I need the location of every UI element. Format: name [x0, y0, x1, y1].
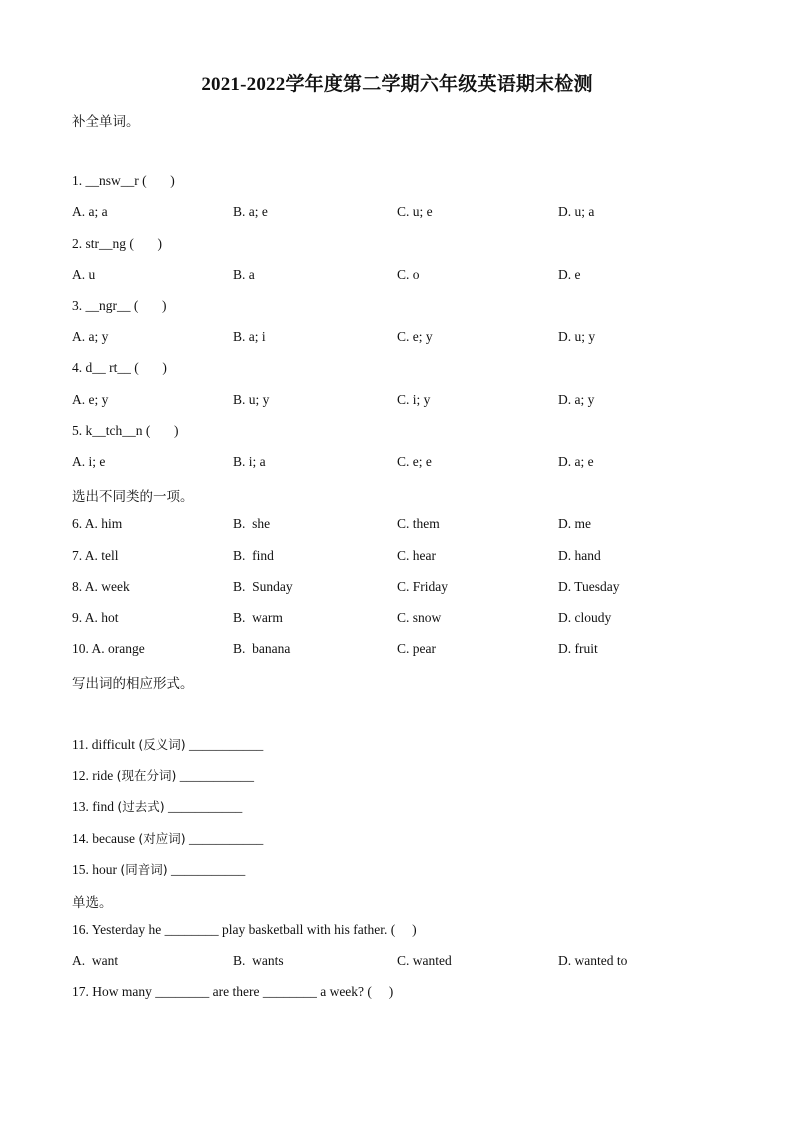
question-4-options [72, 392, 752, 410]
question-13 [72, 797, 242, 815]
question-9 [72, 610, 752, 628]
option-a: 9. A. hot [72, 610, 119, 625]
question-hint: (同音词) [120, 862, 168, 877]
option-b: B. Sunday [233, 579, 293, 594]
option-b: B. warm [233, 610, 283, 625]
question-5-options [72, 454, 752, 472]
option-a: 7. A. tell [72, 548, 119, 563]
option-a: A. a; a [72, 204, 108, 219]
question-7 [72, 548, 752, 566]
option-a: A. e; y [72, 392, 109, 407]
question-12 [72, 766, 254, 784]
option-b: B. a; i [233, 329, 266, 344]
option-d: D. fruit [558, 641, 598, 656]
question-word: 13. find [72, 799, 118, 814]
option-b: B. a; e [233, 204, 268, 219]
question-3: 3. __ngr__ ( ) [72, 298, 167, 313]
answer-blank: ___________ [167, 862, 246, 877]
option-c: C. e; e [397, 454, 432, 469]
option-b: B. banana [233, 641, 291, 656]
option-d: D. hand [558, 548, 601, 563]
section-heading-odd-one-out: 选出不同类的一项。 [72, 489, 194, 505]
option-b: B. a [233, 267, 255, 282]
option-c: C. o [397, 267, 420, 282]
option-d: D. cloudy [558, 610, 612, 625]
option-d: D. wanted to [558, 953, 628, 968]
page-title: 2021-2022学年度第二学期六年级英语期末检测 [201, 74, 593, 95]
option-d: D. Tuesday [558, 579, 620, 594]
option-a: A. u [72, 267, 96, 282]
option-a: 8. A. week [72, 579, 130, 594]
question-6 [72, 516, 752, 534]
question-hint: (反义词) [138, 737, 186, 752]
question-11 [72, 735, 263, 753]
question-16-options [72, 953, 752, 971]
question-2-options [72, 267, 752, 285]
option-d: D. a; e [558, 454, 594, 469]
question-8 [72, 579, 752, 597]
option-a: A. i; e [72, 454, 106, 469]
option-c: C. e; y [397, 329, 433, 344]
question-word: 14. because [72, 831, 139, 846]
question-5: 5. k__tch__n ( ) [72, 423, 179, 438]
option-c: C. Friday [397, 579, 449, 594]
option-c: C. pear [397, 641, 436, 656]
option-a: 10. A. orange [72, 641, 145, 656]
option-c: C. u; e [397, 204, 433, 219]
question-15 [72, 860, 245, 878]
option-a: A. a; y [72, 329, 109, 344]
option-a: 6. A. him [72, 516, 123, 531]
question-14 [72, 829, 263, 847]
option-c: C. wanted [397, 953, 452, 968]
question-10 [72, 641, 752, 659]
option-c: C. hear [397, 548, 436, 563]
question-word: 11. difficult [72, 737, 139, 752]
option-b: B. i; a [233, 454, 266, 469]
option-d: D. me [558, 516, 591, 531]
question-word: 12. ride [72, 768, 117, 783]
option-c: C. snow [397, 610, 442, 625]
answer-blank: ___________ [185, 831, 264, 846]
question-1-options [72, 204, 752, 222]
option-d: D. a; y [558, 392, 595, 407]
option-a: A. want [72, 953, 119, 968]
question-2: 2. str__ng ( ) [72, 236, 162, 251]
section-heading-word-forms: 写出词的相应形式。 [72, 676, 194, 692]
option-d: D. u; y [558, 329, 596, 344]
section-heading-complete-words: 补全单词。 [72, 114, 140, 130]
section-heading-multiple-choice: 单选。 [72, 895, 113, 911]
option-b: B. wants [233, 953, 284, 968]
question-1: 1. __nsw__r ( ) [72, 173, 175, 188]
question-17: 17. How many ________ are there ________ a week? ( ) [72, 984, 394, 999]
question-4: 4. d__ rt__ ( ) [72, 360, 167, 375]
question-16: 16. Yesterday he ________ play basketball with his father. ( ) [72, 922, 417, 937]
answer-blank: ___________ [185, 737, 264, 752]
question-hint: (对应词) [138, 831, 186, 846]
question-hint: (过去式) [117, 799, 165, 814]
option-b: B. u; y [233, 392, 270, 407]
answer-blank: ___________ [164, 799, 243, 814]
question-3-options [72, 329, 752, 347]
option-d: D. e [558, 267, 581, 282]
question-word: 15. hour [72, 862, 121, 877]
option-c: C. i; y [397, 392, 431, 407]
question-hint: (现在分词) [116, 768, 177, 783]
option-d: D. u; a [558, 204, 595, 219]
option-b: B. she [233, 516, 271, 531]
option-b: B. find [233, 548, 274, 563]
answer-blank: ___________ [176, 768, 255, 783]
option-c: C. them [397, 516, 440, 531]
